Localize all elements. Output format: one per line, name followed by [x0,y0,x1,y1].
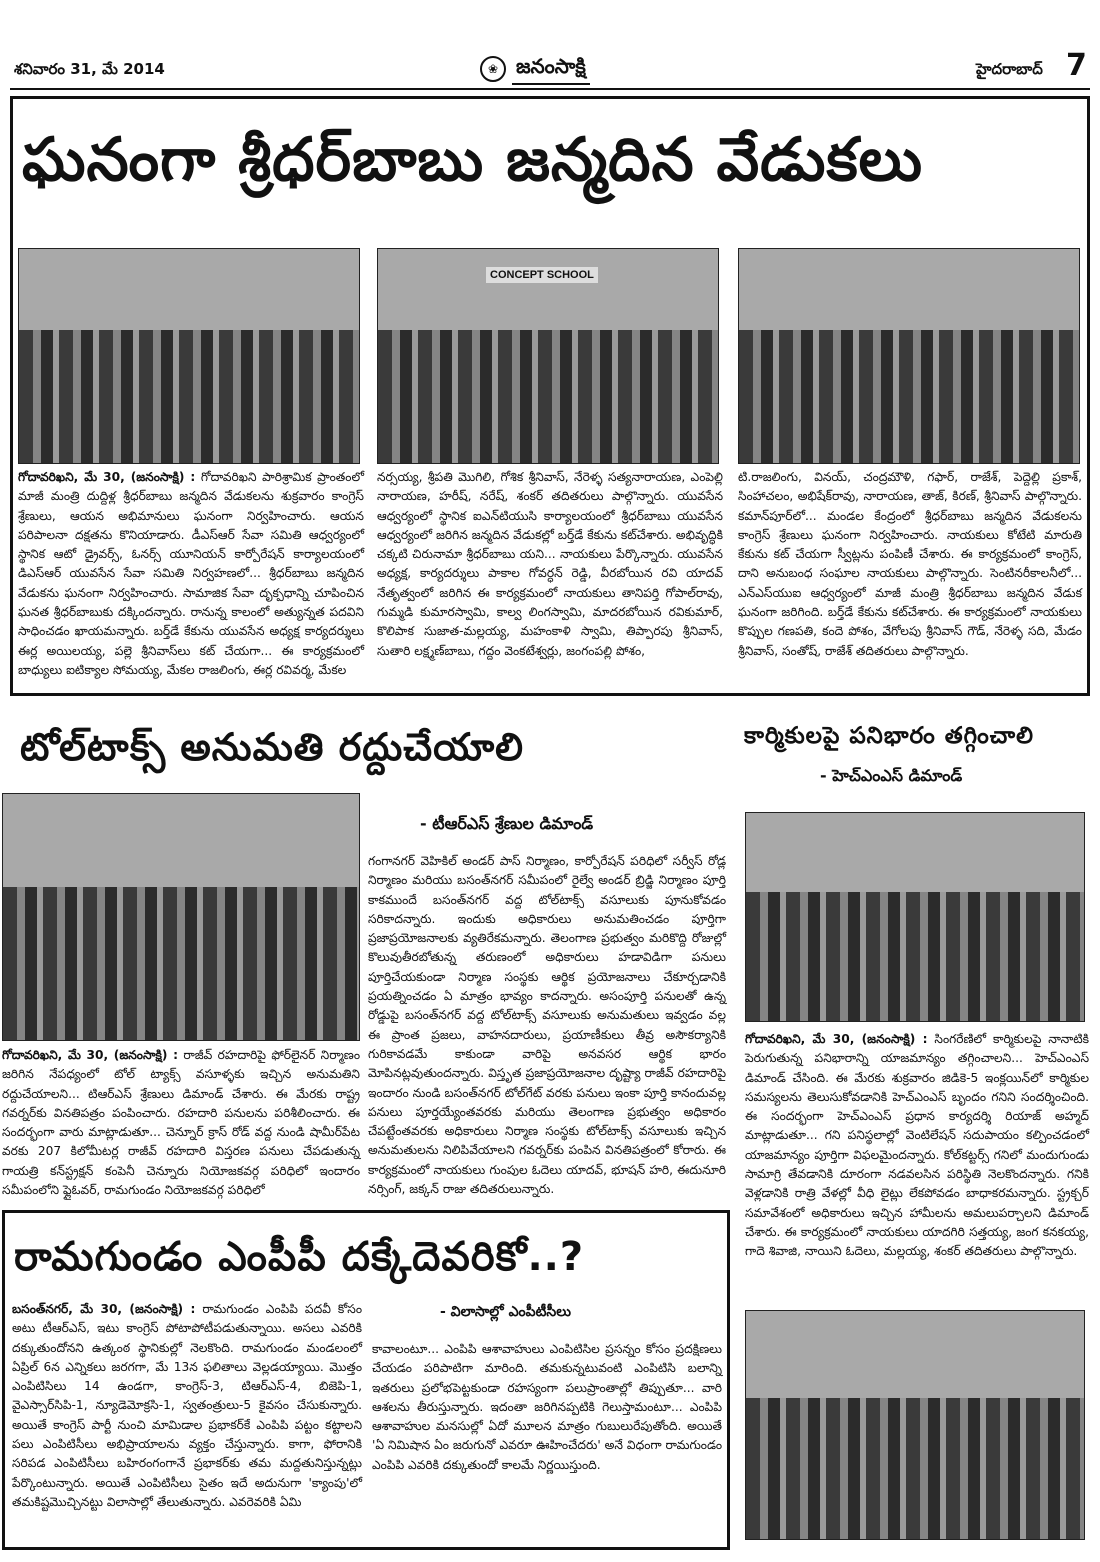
photo-cake-cutting-2 [377,248,719,464]
story4-text-1: రామగుండం ఎంపిపి పదవీ కోసం అటు టీఆర్‌ఎస్‌, ఇటు కాంగ్రెస్‌ పోటాపోటీపడుతున్నాయి. అసలు ఎవరికి దక్కుతుందోనని ఉత్కంఠ స్థానికుల్లో నెలకొంది. రామగుండం మండలంలో ఏప్రిల్‌ 6న ఎన్నికలు జరగగా, మే 13న ఫలితాలు వెల్లడయ్యాయి. మొత్తం ఎంపిటిసిలు 14 ఉండగా, కాంగ్రెస్‌-3, టిఆర్‌ఎస్‌-4, బిజెపి-1, వైఎస్సార్‌సిపి-1, న్యూడెమోక్రసి-1, స్వతంత్రులు-5 కైవసం చేసుకున్నారు. అయితే కాంగ్రెస్‌ పార్టీ నుంచి మామిడాల ప్రభాకర్‌కే ఎంపిపి పట్టం కట్టాలని పలు ఎంపిటిసీలు అభిప్రాయాలను వ్యక్తం చేస్తున్నారు. కాగా, ఫోరానికి సరిపడ ఎంపిటిసీలు బహిరంగంగానే ప్రభాకర్‌కు తమ మద్దతునిస్తున్నట్లు పేర్కొంటున్నారు. అయితే ఎంపిటిసీలు సైతం ఇదే అదునుగా 'క్యాంపు'లో తమకిష్టమొచ్చినట్టు విలాసాల్లో తేలుతున్నారు. ఎవరెవరికి ఏమి [12,1302,362,1509]
headline-toll-tax: టోల్‌టాక్స్‌ అనుమతి రద్దుచేయాలి [20,725,525,769]
logo-text: జనంసాక్షి [512,54,590,85]
story2-column-2 [368,852,726,1196]
headline-mpp: రామగుండం ఎంపీపీ దక్కేదెవరికో..? [14,1234,585,1280]
story4-column-1 [12,1300,362,1540]
story3-byline: - హెచ్‌ఎంఎస్‌ డిమాండ్‌ [820,766,963,785]
story1-dateline: గోదావరిఖని, మే 30, (జనంసాక్షి) : [18,470,196,484]
headline-birthday: ఘనంగా శ్రీధర్‌బాబు జన్మదిన వేడుకలు [22,125,923,195]
story2-column-1 [2,1046,360,1196]
story2-text-1: రాజీవ్‌ రహదారిపై ఫోర్‌లైనర్‌ నిర్మాణం జరిగిన నేపధ్యంలో టోల్‌ ట్యాక్స్‌ వసూళ్ళకు ఇచ్చిన అనుమతిని రద్దుచేయాలని... టిఆర్‌ఎస్‌ శ్రేణులు డిమాండ్‌ చేశారు. ఈ మేరకు రాష్ట్ర గవర్నర్‌కు వినతిపత్రం పంపించారు. రహదారి పనులను పరిశీలించారు. ఈ సందర్భంగా వారు మాట్లాడుతూ... చెన్నూర్‌ క్రాస్‌ రోడ్‌ వద్ద నుండి షామీర్‌పేట వరకు 207 కిలోమీటర్ల రాజీవ్‌ రహదారి విస్తరణ పనులు చేపడుతున్న గాయత్రి కన్‌స్ట్రక్షన్‌ కంపెనీ చెన్నూరు నియోజకవర్గ పరిధిలో ఇందారం సమీపంలోని ఫ్లైఓవర్‌, రామగుండం నియోజకవర్గ పరిధిలో [2,1048,361,1198]
photo-hms-team [745,812,1085,1022]
issue-date: శనివారం 31, మే 2014 [14,60,165,78]
logo-emblem-icon: ❀ [480,56,506,82]
story3-text: సింగరేణిలో కార్మికులపై నానాటికి పెరుగుతున్న పనిభారాన్ని యాజమాన్యం తగ్గించాలని... హెచ్‌ఎంఎస్‌ డిమాండ్‌ చేసింది. ఈ మేరకు శుక్రవారం జిడికె-5 ఇంక్లయిన్‌లో కార్మికుల సమస్యలను తెలుసుకోవడానికి హెచ్‌ఎంఎస్‌ బృందం గనిని సందర్శించింది. ఈ సందర్భంగా హెచ్‌ఎంఎస్‌ ప్రధాన కార్యదర్శి రియాజ్‌ అహ్మద్‌ మాట్లాడుతూ... గని పనిస్థలాల్లో వెంటిలేషన్‌ సదుపాయం కల్పించడంలో యాజమాన్యం పూర్తిగా విఫలమైందన్నారు. కోల్‌కట్టర్స్‌ గనిలో మందుగుండు సామాగ్రి తేవడానికి దూరంగా నడవలసిన పరిస్థితి నెలకొందన్నారు. గనికి వెళ్లడానికి రాత్రి వేళల్లో వీధి లైట్లు లేకపోవడం బాధాకరమన్నారు. స్ట్రక్చర్‌ సమావేశంలో అధికారులు ఇచ్చిన హామీలను అమలుపర్చాలని డిమాండ్‌ చేశారు. ఈ కార్యక్రమంలో నాయకులు యాదగిరి సత్తయ్య, జంగ కనకయ్య, గాదె శివాజి, నాయిని ఓదెలు, మల్లయ్య, శంకర్‌ తదితరులు పాల్గొన్నారు. [745,1032,1090,1259]
story4-byline: - విలాసాల్లో ఎంపీటీసీలు [440,1304,571,1320]
story1-text-3: టి.రాజలింగు, వినయ్‌, చంద్రమౌళి, గఫార్‌, రాజేశ్‌, పెద్దెల్లి ప్రకాశ్‌, సింహాచలం, అభిషేక్‌రావు, నారాయణ, తాజ్‌, కిరణ్‌, శ్రీనివాస్‌ పాల్గొన్నారు. కమాన్‌పూర్‌లో... మండల కేంద్రంలో శ్రీధర్‌బాబు జన్మదిన వేడుకలను కాంగ్రెస్‌ శ్రేణులు ఘనంగా నిర్వహించారు. నాయకులు కోటేటి మారుతి కేకును కట్‌ చేయగా స్వీట్లను పంపిణీ చేశారు. ఈ కార్యక్రమంలో కాంగ్రెస్‌, దాని అనుబంధ సంఘాల నాయకులు పాల్గొన్నారు. సెంటినరీకాలనీలో... ఎన్‌ఎస్‌యుఐ ఆధ్వర్యంలో మాజీ మంత్రి శ్రీధర్‌బాబు జన్మదిన వేడుక ఘనంగా జరిగింది. బర్త్‌డే కేకును కట్‌చేశారు. ఈ కార్యక్రమంలో నాయకులు కొప్పుల గణపతి, కందె పోశం, వేగోలపు శ్రీనివాస్‌ గౌడ్‌, నేరెళ్ళ సది, మేడం శ్రీనివాస్‌, సంతోష్‌, రాజేశ్‌ తదితరులు పాల్గొన్నారు. [738,470,1082,658]
edition-city: హైదరాబాద్ [976,60,1043,78]
story3-dateline: గోదావరిఖని, మే 30, (జనంసాక్షి) : [745,1032,928,1046]
story4-column-2 [372,1340,722,1540]
story2-dateline: గోదావరిఖని, మే 30, (జనంసాక్షి) : [2,1048,179,1062]
story1-column-3 [738,468,1082,690]
story3-column [745,1030,1090,1259]
page-number: 7 [1066,48,1087,83]
school-banner: CONCEPT SCHOOL [486,267,598,283]
story2-byline: - టీఆర్‌ఎస్‌ శ్రేణుల డిమాండ్‌ [420,814,594,833]
story4-text-2: కావాలంటూ... ఎంపిపి ఆశావాహులు ఎంపిటిసిల ప్రసన్నం కోసం ప్రదక్షిణలు చేయడం పరిపాటిగా మారింది. తమకున్నటువంటి ఎంపిటిసి బలాన్ని ఇతరులు ప్రలోభపెట్టకుండా రహస్యంగా పలుప్రాంతాల్లో తిప్పుతూ... వారి ఆశలను తీరుస్తున్నారు. ఇదంతా జరిగినప్పటికి గెలుస్తామంటూ... ఎంపిపి ఆశావాహుల మనసుల్లో ఏదో మూలన మాత్రం గుబులురేపుతోంది. అయితే 'ఏ నిమిషాన ఏం జరుగునో ఎవరూ ఊహించేదరు' అనే విధంగా రామగుండం ఎంపిపి ఎవరికి దక్కుతుందో కాలమే నిర్ణయిస్తుంది. [372,1342,722,1472]
photo-toll-road-inspection [2,793,360,1041]
masthead-rule [10,88,1090,90]
story4-dateline: బసంత్‌నగర్‌, మే 30, (జనంసాక్షి) : [12,1302,196,1316]
story1-column-2 [377,468,723,690]
story1-text-2: నర్సయ్య, శ్రీపతి మొగిలి, గోశిక శ్రీనివాస్‌, నేరెళ్ళ సత్యనారాయణ, ఎంపెల్లి నారాయణ, హరీష్‌, నరేష్‌, శంకర్‌ తదితరులు పాల్గొన్నారు. యువసేన ఆధ్వర్యంలో స్థానిక ఐఎన్‌టియుసి కార్యాలయంలో శ్రీధర్‌బాబు యువసేన ఆధ్వర్యంలో జరిగిన జన్మదిన వేడుకల్లో బర్త్‌డే కేకును కట్‌చేశారు. అభివృద్ధికి చక్కటి చిరునామా శ్రీధర్‌బాబు యని... నాయకులు పేర్కొన్నారు. యువసేన అధ్యక్ష, కార్యదర్శులు పాకాల గోవర్ధన్‌ రెడ్డి, వీరబోయిన రవి యాదవ్‌ నేతృత్వంలో జరిగిన ఈ కార్యక్రమంలో నాయకులు తానిపర్తి గోపాల్‌రావు, గుమ్మడి కుమారస్వామి, కాల్వ లింగస్వామి, మాదరబోయిన రవికుమార్‌, కొలిపాక సుజాత-మల్లయ్య, మహంకాళి స్వామి, తిప్పారపు శ్రీనివాస్‌, సుతారి లక్ష్మణ్‌బాబు, గద్దం వెంకటేశ్వర్లు, జంగంపల్లి పోశం, [377,470,723,658]
newspaper-logo [480,54,590,84]
headline-workload: కార్మికులపై పనిభారం తగ్గించాలి [744,723,1034,749]
photo-cake-cutting-1 [18,248,360,464]
story2-text-2: గంగానగర్‌ వెహికిల్‌ అండర్‌ పాస్‌ నిర్మాణం, కార్పోరేషన్‌ పరిధిలో సర్వీస్‌ రోడ్ల నిర్మాణం మరియు బసంత్‌నగర్‌ సమీపంలో రైల్వే అండర్‌ బ్రిడ్జి నిర్మాణం పూర్తి కాకముందే బసంత్‌నగర్‌ వద్ద టోల్‌టాక్స్‌ వసూలుకు పూనుకోవడం సరికాదన్నారు. ఇందుకు అధికారులు అనుమతించడం పూర్తిగా ప్రజాప్రయోజనాలకు వ్యతిరేకమన్నారు. తెలంగాణ ప్రభుత్వం మరికొద్ది రోజుల్లో కొలువుతీరబోతున్న తరుణంలో అధికారులు హడావిడిగా పనులు పూర్తిచేయకుండా నిర్మాణ సంస్థకు ఆర్థిక ప్రయోజనాలు చేకూర్చడానికి ప్రయత్నించడం ఏ మాత్రం భావ్యం కాదన్నారు. అసంపూర్తి పనులతో ఉన్న రోడ్డుపై బసంత్‌నగర్‌ వద్ద టోల్‌టాక్స్‌ వసూలుకు అనుమతులు ఇవ్వడం వల్ల ఈ ప్రాంత ప్రజలు, వాహనదారులు, ప్రయాణీకులు తీవ్ర అసౌకర్యానికి గురికావడమే కాకుండా వారిపై అనవసర ఆర్థిక భారం మోపినట్లవుతుందన్నారు. విస్తృత ప్రజాప్రయోజనాల దృష్ట్యా రాజీవ్‌ రహదారిపై ఇందారం నుండి బసంత్‌నగర్‌ టోల్‌గేట్‌ వరకు పనులు ఇంకా పూర్తి కానందువల్ల పనులు పూర్తయ్యేంతవరకు మరియు తెలంగాణ ప్రభుత్వం అధికారం చేపట్టేంతవరకు అధికారులు నిర్మాణ సంస్థకు టోల్‌టాక్స్‌ వసూలుకు ఇచ్చిన అనుమతులను నిలిపివేయాలని గవర్నర్‌కు పంపిన వినతిపత్రంలో కోరారు. ఈ కార్యక్రమంలో నాయకులు గుంపుల ఓదెలు యాదవ్‌, భూషన్‌ హరి, ఈదునూరి నర్సింగ్‌, జక్కన్‌ రాజు తదితరులున్నారు. [368,854,726,1197]
story1-text-1: గోదావరిఖని పారిశ్రామిక ప్రాంతంలో మాజీ మంత్రి దుద్దిళ్ల శ్రీధర్‌బాబు జన్మదిన వేడుకలను శుక్రవారం కాంగ్రెస్‌ శ్రేణులు, ఆయన అభిమానులు ఘనంగా నిర్వహించారు. ఆయన పరిపాలనా దక్షతను కొనియాడారు. డీఎస్‌ఆర్‌ సేవా సమితి ఆధ్వర్యంలో స్థానిక ఆటో డ్రైవర్స్‌, ఓనర్స్‌ యూనియన్‌ కార్పోరేషన్‌ కార్యాలయంలో డిఎస్‌ఆర్‌ యువసేన సేవా సమితి నిర్వహణలో... శ్రీధర్‌బాబు జన్మదిన వేడుకను ఘనంగా నిర్వహించారు. సామాజిక సేవా దృక్పధాన్ని చూపించిన ఘనత శ్రీధర్‌బాబుకు దక్కిందన్నారు. రానున్న కాలంలో అత్యున్నత పదవిని సాధించడం ఖాయమన్నారు. బర్త్‌డే కేకును యువసేన అధ్యక్ష కార్యదర్శులు ఈర్ల అయిలయ్య, పల్లె శ్రీనివాస్‌లు కట్‌ చేయగా... ఈ కార్యక్రమంలో బాధ్యులు ఐటిక్యాల సోమయ్య, మేకల రాజలింగు, ఈర్ల రవివర్మ, మేకల [18,470,364,677]
story1-column-1 [18,468,364,690]
photo-leaders-meeting [745,1310,1085,1540]
photo-cake-cutting-3 [738,248,1080,464]
